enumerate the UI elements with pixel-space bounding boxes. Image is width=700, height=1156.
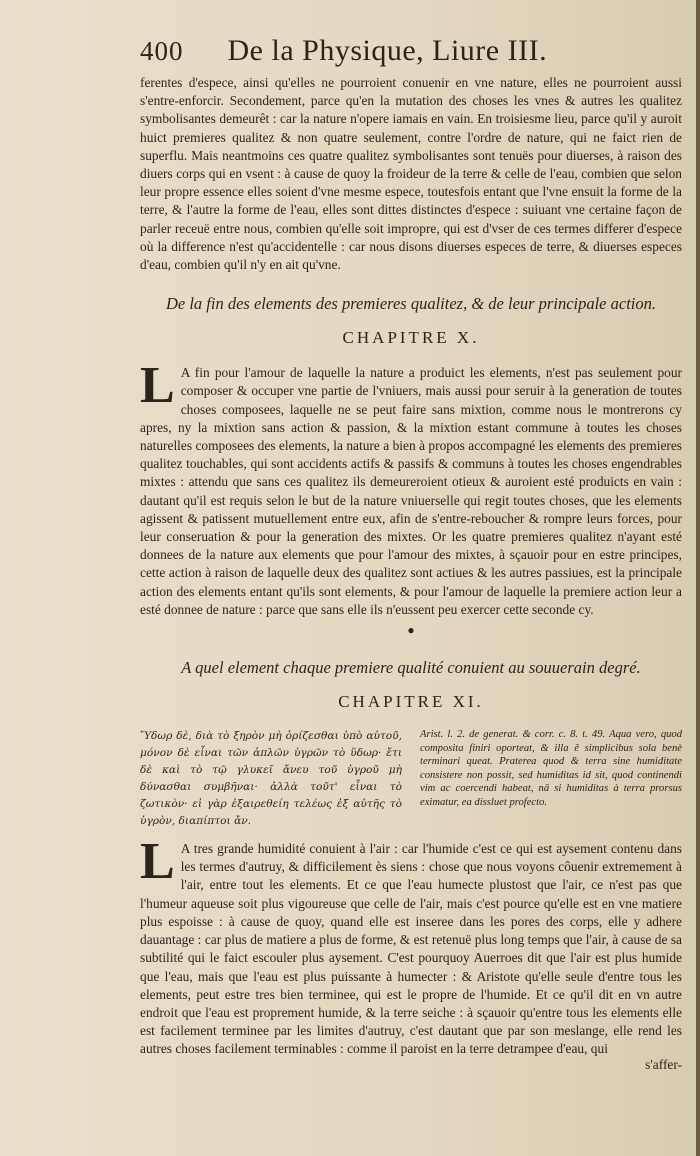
- greek-quotation: Ὕδωρ δὲ, διὰ τὸ ξηρὸν μὴ ὁρίζεσθαι ὑπὸ αὑτοῦ, μόνον δὲ εἶναι τῶν ἀπλῶν ὑγρῶν τὸ ὕδωρ· ἔτι δὲ καὶ τὸ τῷ γλυκεῖ ἄνευ τοῦ ὑγροῦ μὴ δύνασθαι συμβῆναι· ἀλλὰ τοῦτ' εἶναι τὸ ζωτικὸν· εἰ γὰρ ἐξαιρεθείη τελέως ἐξ αὐτῆς τὸ ὑγρὸν, διαπίπτοι ἄν.: [140, 730, 402, 828]
- chapter-xi-title: CHAPITRE XI.: [338, 692, 484, 712]
- chapter-xi-text: A tres grande humidité conuient à l'air : car l'humide c'est ce qui est aysement contenu dans les termes d'autruy, & difficilement ès siens : chose que nous voyons côuenir extremement à l'air, entre tout les elements. Et ce que l'eau humecte plustost que l'air, ce n'est pas que l'humeur aqueuse soit plus vigoureuse que celle de l'air, mais c'est pource qu'elle est en vne matiere plus espoisse : à cause de quoy, quand elle est inseree dans les pores des corps, elle y adhere dauantage : car plus de matiere a plus de forme, & est retenuë plus long temps que l'air, à cause de sa subtilité qui le faict escouler plus aysement. C'est pourquoy Auerroes dit que l'air est plus humide que l'eau, mais que l'eau est plus puissante à humecter : & Aristote qu'elle seule d'entre tous les elements, peut estre tres bien terminee, qui est le propre de l'humide. Et ce qu'il dit en vn autre endroit que l'eau est proprement humide, & la terre seiche : à sçauoir qu'entre tous les elements elle est facilement terminee par les limites d'autruy, c'est dautant que par son meslange, elle rend les autres choses facilement terminables : comme il paroist en la terre detrampee d'eau, qui: [140, 841, 682, 1057]
- chapter-x-title: CHAPITRE X.: [342, 328, 480, 348]
- catchword: s'affer-: [645, 1056, 682, 1072]
- chapter-x-subhead: De la fin des elements des premieres qualitez, & de leur principale action.: [165, 294, 656, 314]
- page-number: 400: [140, 36, 184, 66]
- separator-dot: ●: [407, 623, 415, 638]
- book-spine-edge: [696, 0, 700, 1156]
- page-header: [140, 34, 682, 68]
- chapter-xi-body: [140, 833, 682, 1058]
- chapter-xi-subhead: A quel element chaque premiere qualité conuient au souuerain degré.: [181, 658, 641, 678]
- latin-marginal-note: Arist. l. 2. de generat. & corr. c. 8. t. 49. Aqua vero, quod composita finiri oporteat, & illa ē simplicibus sola benè terminari queat. Praterea quod & terra sine humiditate consistere non possit, sed humiditas id sit, quod continendi vim ac coercendi habeat, nā si humiditas à terra prorsus eximatur, ea dissluet profecto.: [420, 729, 682, 809]
- drop-cap: L: [140, 833, 175, 891]
- chapter-x-body: [140, 357, 682, 619]
- running-title: De la Physique, Liure III.: [227, 34, 548, 67]
- chapter-x-text: A fin pour l'amour de laquelle la nature a produict les elements, n'est pas seulement pour composer & occuper vne partie de l'vniuers, mais aussi pour seruir à la generation de toutes choses composees, laquelle ne se peut faire sans mixtion, comme nous le montrerons cy apres, ny la mixtion sans action & passion, & la mixtion estant commune à toutes les choses naturelles composees des elements, la nature a bien à propos accompagné les elements des premieres qualitez touchables, qui sont accidents actifs & passifs & communs à toutes les choses engendrables mixtes : attendu que sans ces qualitez ils demeureroient otieux & auroient esté produicts en vain : dautant qu'il est requis selon le but de la nature vniuerselle qui regit toutes choses, que les elements agissent & patissent mutuellement entre eux, afin de s'entre-reboucher & rompre leurs forces, pour leur conseruation & pour la generation des mixtes. Or les quatre premieres qualitez n'ayant esté donnees de la nature aux elements que pour l'amour des mixtes, à sçauoir pour en estre principes, cette action à raison de laquelle deux des qualitez sont actiues & les autres passiues, est la principale action des elements entant qu'ils sont elements, & pour l'amour de laquelle la premiere action leur a esté donnee de nature : parce que sans elle ils n'eussent peu exercer cette seconde cy.: [140, 365, 682, 617]
- citation-block: [140, 728, 682, 830]
- chapter-ix-conclusion: ferentes d'espece, ainsi qu'elles ne pourroient conuenir en vne nature, elles ne pourroient aussi s'entre-enforcir. Secondement, parce qu'en la mutation des choses les vnes & autres les qualitez symbolisantes demeurêt : car la nature n'opere iamais en vain. En troisiesme lieu, parce qu'il y auroit huict premieres qualitez & non quatre seulement, contre l'ordre de nature, qui ne faict rien de superflu. Mais neantmoins ces quatre qualitez symbolisantes sont tenuës pour diuerses, à raison des diuers corps qui en vsent : à cause de quoy la froideur de la terre & celle de l'eau, combien que selon leur propre essence elles soient d'vne mesme espece, toutesfois entant que l'vne ensuit la forme de la terre, & l'autre la forme de l'eau, elles sont dittes distinctes d'espece : suiuant vne certaine façon de parler receuë entre nous, combien qu'elle soit impropre, qui est d'vser de ces termes differer d'espece où la difference n'est qu'accidentelle : car nous disons diuerses especes de terre, & diuerses especes d'eau, combien qu'il n'y en ait qu'vne.: [140, 75, 682, 273]
- drop-cap: L: [140, 357, 175, 415]
